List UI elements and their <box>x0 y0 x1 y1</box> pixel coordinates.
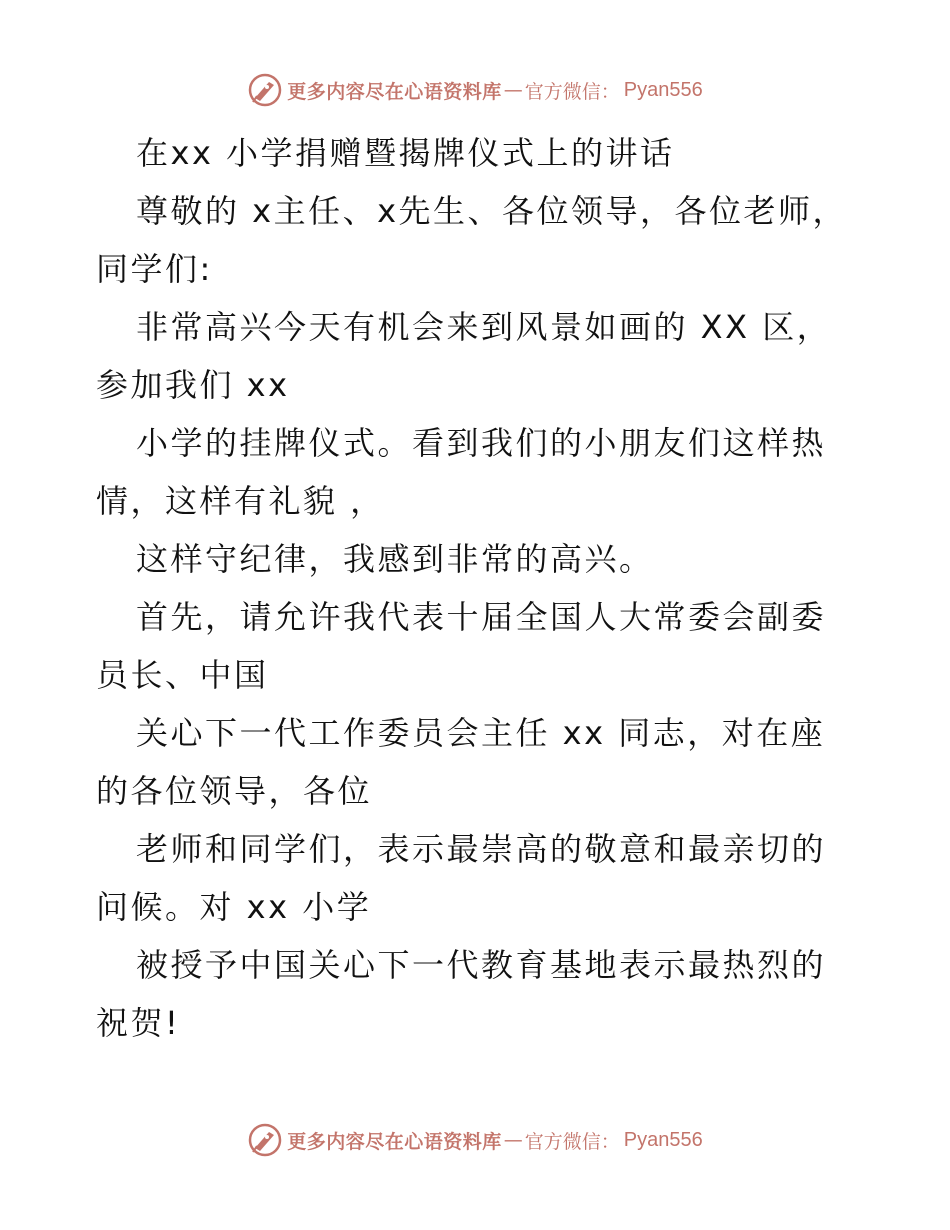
header-banner <box>0 68 950 112</box>
body-paragraph: 被授予中国关心下一代教育基地表示最热烈的祝贺! <box>96 946 827 1042</box>
document-title: 在xx 小学捐赠暨揭牌仪式上的讲话 <box>136 134 675 172</box>
banner-dash: — <box>503 1129 523 1151</box>
salutation-paragraph: 尊敬的 x主任、x先生、各位领导，各位老师，同学们: <box>96 192 848 288</box>
banner-dash: — <box>503 79 523 101</box>
body-paragraph: 老师和同学们，表示最崇高的敬意和最亲切的问候。对 xx 小学 <box>96 830 827 926</box>
banner-title: 更多内容尽在心语资料库 <box>287 80 502 103</box>
document-body <box>96 124 856 1052</box>
wechat-label: 官方微信： <box>524 80 620 103</box>
wechat-id: Pyan556 <box>623 1128 703 1151</box>
body-paragraph: 小学的挂牌仪式。看到我们的小朋友们这样热情，这样有礼貌 ， <box>96 424 827 520</box>
pen-nib-logo-icon <box>247 1122 283 1158</box>
body-paragraph: 非常高兴今天有机会来到风景如画的 XX 区，参加我们 xx <box>96 308 832 404</box>
wechat-id: Pyan556 <box>623 78 703 101</box>
body-paragraph: 这样守纪律，我感到非常的高兴。 <box>136 540 654 578</box>
body-paragraph: 关心下一代工作委员会主任 xx 同志，对在座的各位领导，各位 <box>96 714 826 810</box>
wechat-label: 官方微信： <box>524 1130 620 1153</box>
footer-banner <box>0 1118 950 1162</box>
banner-title: 更多内容尽在心语资料库 <box>287 1130 502 1153</box>
pen-nib-logo-icon <box>247 72 283 108</box>
body-paragraph: 首先，请允许我代表十届全国人大常委会副委员长、中国 <box>96 598 827 694</box>
